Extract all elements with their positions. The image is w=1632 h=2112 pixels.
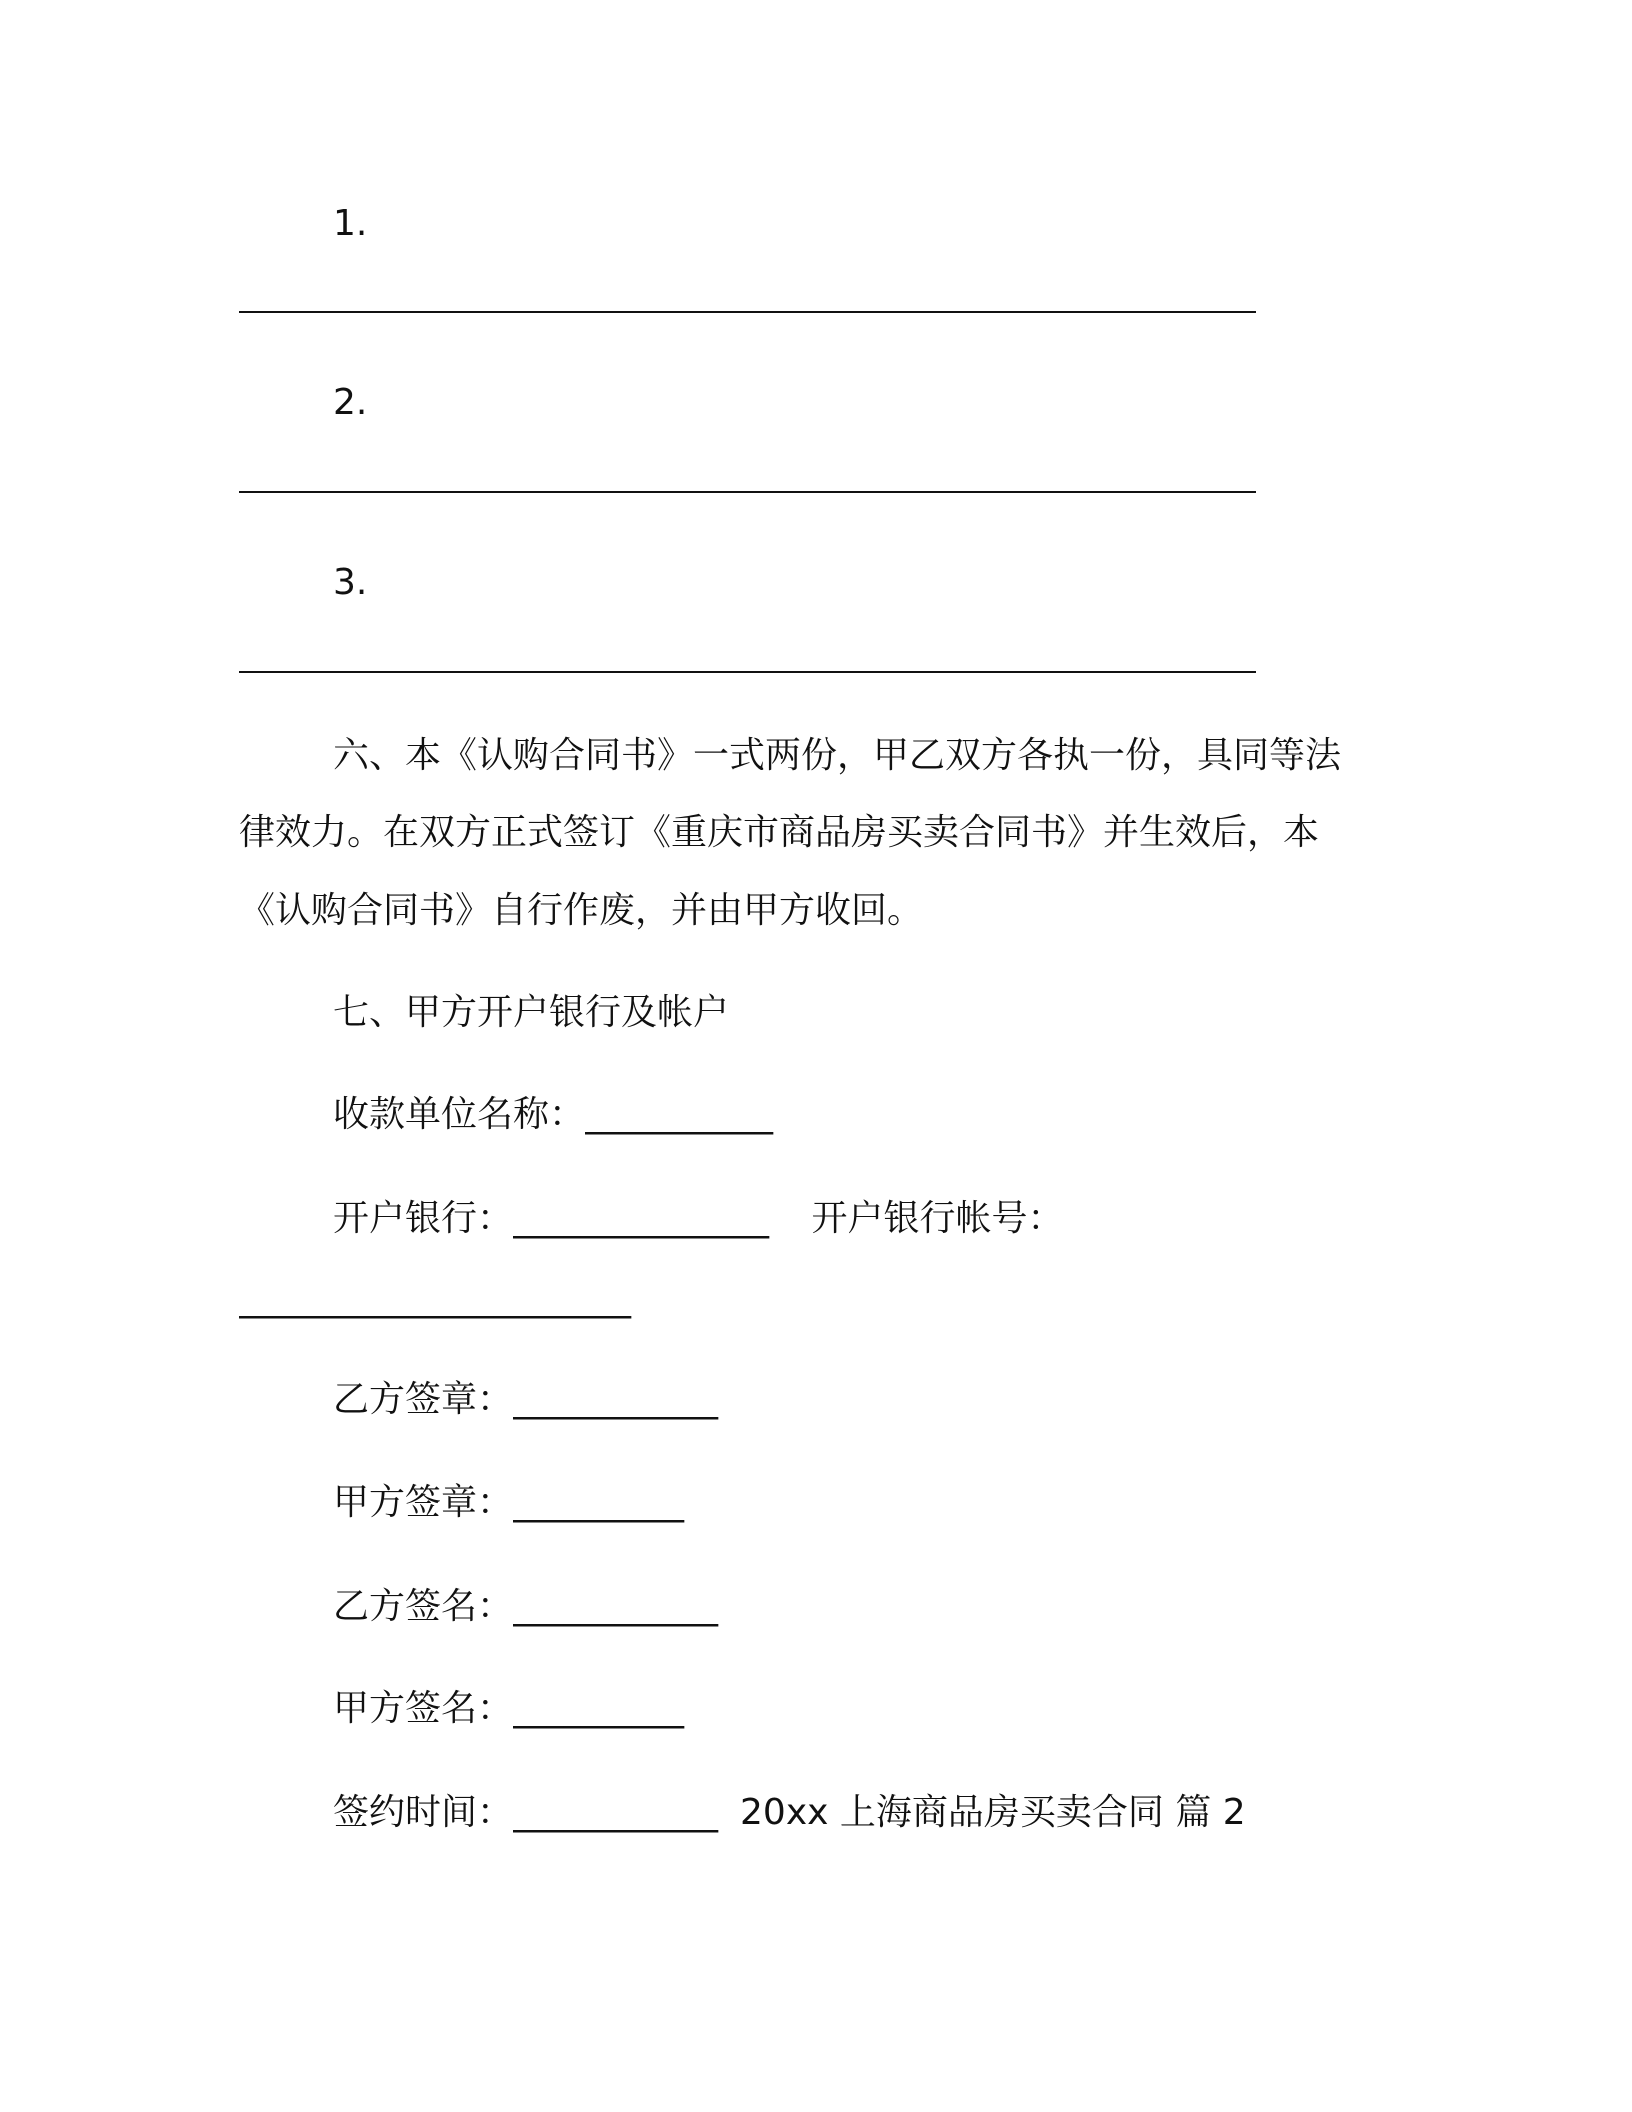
bank-field <box>333 1197 1063 1241</box>
clause7-heading: 七、甲方开户银行及帐户 <box>333 992 730 1033</box>
party-b-signature-blank: ____________ <box>513 1586 718 1627</box>
item-number-3: 3. <box>333 562 368 603</box>
item-number-1: 1. <box>333 203 368 244</box>
clause6-line2: 律效力。在双方正式签订《重庆市商品房买卖合同书》并生效后，本 <box>239 812 1320 853</box>
account-field <box>239 1277 675 1321</box>
payee-field <box>333 1093 792 1137</box>
signing-time <box>333 1791 1246 1835</box>
item-2-blank-line <box>239 491 1256 493</box>
account-blank: _______________________ <box>239 1278 630 1319</box>
signing-time-label: 签约时间： <box>333 1792 514 1833</box>
bank-label: 开户银行： <box>333 1198 514 1239</box>
party-a-signature-label: 甲方签名： <box>333 1688 514 1729</box>
party-b-seal-blank: ____________ <box>513 1379 718 1420</box>
party-b-seal <box>333 1378 740 1422</box>
item-1-blank-line <box>239 311 1256 313</box>
party-b-seal-label: 乙方签章： <box>333 1379 514 1420</box>
clause6-line1: 六、本《认购合同书》一式两份，甲乙双方各执一份，具同等法 <box>333 735 1342 776</box>
item-number-2: 2. <box>333 382 368 423</box>
bank-blank: _______________ <box>513 1198 769 1239</box>
party-b-signature <box>333 1585 740 1629</box>
payee-label: 收款单位名称： <box>333 1094 586 1135</box>
next-section-title: 20xx 上海商品房买卖合同 篇 2 <box>740 1792 1246 1833</box>
account-label: 开户银行帐号： <box>811 1198 1064 1239</box>
party-a-seal-label: 甲方签章： <box>333 1482 514 1523</box>
item-3-blank-line <box>239 671 1256 673</box>
party-a-seal <box>333 1481 698 1525</box>
signing-time-blank: ____________ <box>513 1792 718 1833</box>
party-b-signature-label: 乙方签名： <box>333 1586 514 1627</box>
party-a-signature <box>333 1687 698 1731</box>
party-a-seal-blank: __________ <box>513 1482 684 1523</box>
payee-blank: ___________ <box>585 1094 773 1135</box>
clause6-line3: 《认购合同书》自行作废，并由甲方收回。 <box>239 890 924 931</box>
party-a-signature-blank: __________ <box>513 1688 684 1729</box>
